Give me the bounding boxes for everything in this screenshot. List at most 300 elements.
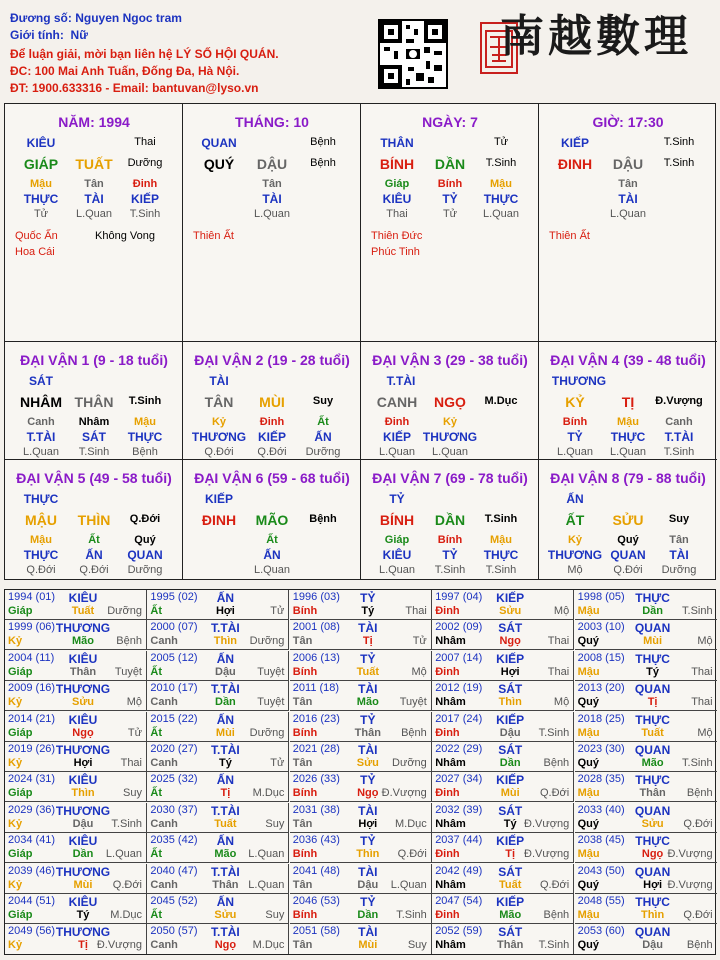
year-state: Đ.Vượng — [524, 817, 570, 830]
year-state: T.Sinh — [682, 757, 713, 769]
year-cell — [575, 894, 717, 924]
year-state: L.Quan — [105, 848, 142, 861]
dai-van-state: M.Dục — [484, 395, 518, 407]
year-branch: Tị — [505, 848, 516, 861]
year-cell — [5, 833, 147, 863]
year-stem: Kỷ — [8, 878, 23, 891]
year-state: Tử — [270, 605, 285, 617]
year-god: TÀI — [358, 743, 378, 757]
year-branch: Tị — [78, 939, 88, 952]
year-god: THƯƠNG — [55, 925, 111, 940]
year-cell — [147, 833, 289, 863]
year-state: M.Dục — [252, 787, 285, 800]
dai-van-branch: DẦN — [434, 512, 466, 528]
year-branch: Mão — [641, 757, 664, 769]
dai-van-state: Bệnh — [309, 513, 337, 525]
year-cell — [432, 651, 574, 681]
year-stem: Canh — [150, 817, 178, 830]
year-branch: Sửu — [356, 757, 379, 769]
year-god: T.TÀI — [211, 682, 240, 697]
dai-van-hidden-stem: Canh — [665, 416, 693, 428]
hidden-state: Thai — [386, 208, 408, 220]
year-branch: Tị — [647, 696, 658, 709]
year-god: THƯƠNG — [55, 743, 111, 757]
year-stem: Tân — [292, 817, 313, 830]
year-stem: Giáp — [8, 605, 33, 617]
year-stem: Mậu — [577, 726, 600, 739]
dai-van-stem: NHÂM — [20, 394, 62, 410]
dai-van-hidden-god: KIÊU — [382, 548, 412, 562]
year-state: Mộ — [126, 696, 142, 709]
year-state: L.Quan — [248, 878, 285, 891]
year-state: Tuyệt — [114, 665, 142, 678]
year-label: 2004 (11) — [8, 651, 55, 664]
year-stem: Đinh — [435, 909, 460, 921]
year-god: THỰC — [635, 591, 670, 605]
pillar-state: Dưỡng — [127, 157, 163, 169]
year-state: M.Dục — [395, 817, 427, 830]
hidden-stem: Tân — [618, 178, 638, 190]
pillar-state-top: T.Sinh — [663, 136, 695, 148]
year-cell — [147, 894, 289, 924]
annual-table — [4, 589, 716, 955]
year-label: 2005 (12) — [150, 651, 198, 664]
year-cell — [5, 712, 147, 742]
year-stem: Ất — [150, 605, 162, 617]
year-state: M.Dục — [110, 909, 142, 921]
year-branch: Dậu — [357, 878, 379, 891]
year-branch: Sửu — [641, 817, 664, 830]
dai-van-hidden-stem: Nhâm — [78, 416, 110, 428]
dai-van-god: THƯƠNG — [551, 374, 607, 388]
year-label: 2022 (29) — [435, 743, 483, 755]
year-branch: Mùi — [358, 939, 378, 952]
heavenly-stem: BÍNH — [379, 156, 415, 172]
year-label: 2039 (46) — [8, 864, 56, 877]
year-stem: Nhâm — [435, 817, 466, 830]
year-label: 2011 (18) — [292, 682, 340, 695]
year-stem: Canh — [150, 635, 178, 648]
year-god: KIẾP — [496, 895, 525, 909]
year-god: KIÊU — [68, 651, 98, 666]
year-state: Thai — [547, 635, 570, 648]
dai-van-god: SÁT — [29, 374, 53, 388]
dai-van-god: TỶ — [389, 492, 405, 506]
hidden-state: L.Quan — [482, 208, 520, 220]
year-cell — [147, 712, 289, 742]
year-god: T.TÀI — [211, 925, 240, 940]
year-god: TỶ — [360, 591, 376, 605]
year-branch: Hợi — [500, 665, 520, 678]
year-cell — [5, 651, 147, 681]
year-god: THƯƠNG — [55, 621, 111, 636]
year-state: M.Dục — [252, 939, 285, 952]
year-cell — [147, 803, 289, 833]
dai-van-god: T.TÀI — [386, 374, 416, 388]
year-stem: Mậu — [577, 605, 600, 617]
year-cell — [5, 803, 147, 833]
year-stem: Quý — [577, 696, 599, 709]
dai-van-hidden-state: L.Quan — [556, 446, 594, 458]
year-label: 2046 (53) — [292, 895, 340, 907]
dai-van-hidden-god: THƯƠNG — [191, 430, 247, 444]
year-branch: Dậu — [642, 939, 663, 952]
year-branch: Mùi — [73, 878, 93, 891]
year-stem: Đinh — [435, 848, 460, 861]
year-stem: Đinh — [435, 605, 460, 617]
year-cell — [432, 681, 574, 711]
year-branch: Tý — [361, 605, 375, 617]
year-label: 2030 (37) — [150, 803, 198, 816]
year-branch: Thân — [639, 787, 666, 800]
pillar-state-top: Thai — [134, 136, 156, 148]
pillar-state: Bệnh — [310, 157, 336, 169]
year-label: 2027 (34) — [435, 773, 483, 786]
year-cell — [290, 681, 432, 711]
dai-van-hidden-stem: Mậu — [490, 534, 512, 546]
pillar-state: T.Sinh — [663, 157, 695, 169]
dai-van-hidden-stem: Bính — [437, 534, 463, 546]
dai-van-hidden-state: L.Quan — [431, 446, 469, 458]
year-branch: Mùi — [643, 635, 663, 648]
dai-van-stem: TÂN — [204, 394, 234, 410]
year-label: 2051 (58) — [292, 925, 340, 938]
dai-van-hidden-state: Bệnh — [132, 446, 158, 458]
year-cell — [575, 712, 717, 742]
year-god: SÁT — [498, 682, 523, 697]
year-cell — [290, 803, 432, 833]
dai-van-hidden-stem: Kỷ — [442, 416, 458, 428]
year-cell — [432, 742, 574, 772]
year-branch: Tuất — [71, 605, 95, 617]
year-cell — [290, 712, 432, 742]
year-cell — [290, 651, 432, 681]
year-state: Thai — [691, 665, 713, 678]
dai-van-1 — [5, 342, 183, 460]
year-branch: Thìn — [356, 848, 380, 861]
dai-van-2 — [183, 342, 361, 460]
pillar-title: THÁNG: 10 — [235, 114, 309, 130]
year-state: Bệnh — [686, 787, 713, 800]
star-label: Hoa Cái — [15, 246, 55, 258]
year-god: KIÊU — [68, 895, 98, 909]
year-label: 2038 (45) — [577, 834, 625, 847]
year-state: Tử — [412, 635, 427, 648]
year-state: Bệnh — [543, 909, 570, 921]
year-label: 2026 (33) — [292, 773, 340, 786]
year-branch: Thìn — [213, 635, 237, 648]
year-cell — [5, 772, 147, 802]
hidden-god: KIẾP — [130, 192, 160, 206]
pillar-god: KIÊU — [26, 136, 56, 150]
dai-van-title: ĐẠI VẬN 4 (39 - 48 tuổi) — [550, 352, 706, 368]
dai-van-hidden-god: ẤN — [263, 548, 281, 562]
year-cell — [147, 772, 289, 802]
year-branch: Thân — [497, 939, 524, 952]
dai-van-state: Đ.Vượng — [655, 395, 703, 407]
dai-van-hidden-state: Dưỡng — [127, 564, 163, 576]
year-label: 2008 (15) — [577, 651, 625, 664]
gender-line: Giới tính: Nữ — [10, 28, 88, 42]
year-god: KIẾP — [496, 773, 525, 788]
year-god: SÁT — [498, 864, 523, 879]
year-cell — [432, 712, 574, 742]
year-branch: Ngọ — [214, 939, 237, 952]
year-stem: Mậu — [577, 848, 600, 861]
year-cell — [5, 894, 147, 924]
year-branch: Tị — [220, 787, 231, 800]
year-state: Tuyệt — [257, 665, 285, 678]
hidden-god: THỰC — [23, 192, 59, 206]
year-cell — [147, 620, 289, 650]
hidden-state: Tử — [442, 208, 458, 220]
star-label: Thiên Ất — [549, 230, 590, 242]
year-god: ẤN — [216, 834, 235, 849]
dai-van-hidden-state: L.Quan — [22, 446, 60, 458]
year-cell — [432, 620, 574, 650]
dai-van-title: ĐẠI VẬN 3 (29 - 38 tuổi) — [372, 352, 528, 368]
year-cell — [147, 681, 289, 711]
year-god: KIÊU — [68, 834, 98, 849]
year-cell — [147, 924, 289, 954]
year-state: Q.Đới — [112, 878, 142, 891]
year-state: Thai — [547, 665, 570, 678]
year-stem: Ất — [150, 848, 162, 861]
year-god: TỶ — [360, 895, 376, 909]
year-god: THƯƠNG — [55, 803, 111, 818]
year-label: 2001 (08) — [292, 621, 340, 634]
year-stem: Nhâm — [435, 635, 466, 648]
year-branch: Dần — [499, 757, 521, 769]
year-stem: Tân — [292, 696, 313, 709]
year-label: 2048 (55) — [577, 895, 625, 907]
year-stem: Kỷ — [8, 635, 23, 648]
year-state: Tử — [270, 757, 285, 769]
dai-van-hidden-god: KIẾP — [257, 430, 287, 444]
year-state: Mộ — [697, 726, 713, 739]
dai-van-title: ĐẠI VẬN 2 (19 - 28 tuổi) — [194, 352, 350, 368]
year-god: TỶ — [360, 773, 376, 788]
qr-code-icon[interactable] — [378, 19, 448, 89]
year-state: Đ.Vượng — [381, 787, 427, 800]
year-label: 1994 (01) — [8, 591, 56, 603]
year-branch: Thìn — [640, 909, 665, 921]
year-cell — [290, 894, 432, 924]
year-state: Bệnh — [686, 939, 713, 952]
year-god: QUAN — [634, 682, 671, 697]
year-cell — [432, 924, 574, 954]
year-label: 1998 (05) — [577, 591, 625, 603]
year-state: Dưỡng — [392, 757, 427, 769]
dai-van-branch: MÙI — [259, 394, 285, 410]
year-branch: Thân — [69, 665, 97, 678]
year-label: 1999 (06) — [8, 621, 56, 634]
year-branch: Tuất — [498, 878, 522, 891]
dai-van-state: T.Sinh — [484, 513, 518, 525]
year-state: T.Sinh — [538, 726, 570, 739]
year-god: ẤN — [216, 712, 235, 727]
year-stem: Nhâm — [435, 757, 466, 769]
dai-van-hidden-state: L.Quan — [378, 446, 416, 458]
year-label: 2006 (13) — [292, 651, 340, 664]
dai-van-hidden-state: L.Quan — [253, 564, 291, 576]
dai-van-hidden-stem: Đinh — [259, 416, 285, 428]
dai-van-hidden-god: KIẾP — [382, 430, 412, 444]
year-label: 2010 (17) — [150, 682, 198, 695]
dai-van-hidden-god: ẤN — [85, 548, 103, 562]
year-branch: Mão — [214, 848, 237, 861]
year-cell — [432, 894, 574, 924]
year-label: 1997 (04) — [435, 591, 483, 603]
year-god: T.TÀI — [211, 864, 240, 879]
year-state: Thai — [405, 605, 427, 617]
year-label: 2012 (19) — [435, 682, 483, 695]
year-stem: Ất — [150, 909, 162, 921]
year-stem: Bính — [292, 605, 318, 617]
year-label: 2007 (14) — [435, 651, 483, 664]
year-label: 2053 (60) — [577, 925, 625, 938]
year-god: KIẾP — [496, 591, 525, 605]
dai-van-hidden-stem: Ất — [88, 534, 100, 546]
year-state: Bệnh — [543, 757, 570, 769]
year-label: 1996 (03) — [292, 591, 340, 603]
year-state: Bệnh — [401, 726, 427, 739]
year-cell — [5, 924, 147, 954]
year-cell — [290, 864, 432, 894]
hidden-stem: Tân — [84, 178, 104, 190]
year-branch: Mão — [356, 696, 379, 709]
year-god: TỶ — [360, 834, 376, 849]
contact-line: Để luận giải, mời bạn liên hệ LÝ SỐ HỘI QUÁN. — [10, 47, 279, 61]
dai-van-title: ĐẠI VẬN 6 (59 - 68 tuổi) — [194, 470, 350, 486]
year-god: KIÊU — [68, 591, 98, 605]
dai-van-hidden-stem: Mậu — [134, 416, 156, 428]
dai-van-stem: KỶ — [565, 394, 585, 410]
year-branch: Dần — [357, 909, 379, 921]
dai-van-hidden-stem: Bính — [562, 416, 588, 428]
year-god: TÀI — [358, 864, 378, 879]
hidden-stem: Đinh — [132, 178, 158, 190]
star-label: Thiên Đức — [371, 230, 423, 242]
year-state: Đ.Vượng — [667, 878, 713, 891]
dai-van-hidden-stem: Canh — [27, 416, 55, 428]
year-stem: Kỷ — [8, 757, 23, 769]
year-label: 2034 (41) — [8, 834, 56, 847]
year-stem: Mậu — [577, 665, 600, 678]
year-branch: Tuất — [356, 665, 379, 678]
year-cell — [575, 590, 717, 620]
pillar-4 — [539, 104, 717, 342]
year-cell — [290, 590, 432, 620]
year-cell — [5, 681, 147, 711]
year-stem: Nhâm — [435, 878, 466, 891]
year-cell — [575, 651, 717, 681]
year-cell — [575, 681, 717, 711]
year-branch: Mùi — [215, 726, 235, 739]
year-branch: Tý — [76, 909, 90, 921]
year-branch: Thân — [212, 878, 239, 891]
year-branch: Hợi — [215, 605, 235, 617]
year-branch: Thân — [354, 726, 381, 739]
year-stem: Quý — [577, 878, 599, 891]
year-branch: Dần — [642, 605, 663, 617]
dai-van-hidden-stem: Giáp — [384, 534, 410, 546]
year-god: ẤN — [216, 895, 235, 909]
year-label: 2019 (26) — [8, 743, 56, 755]
year-god: TÀI — [358, 803, 378, 818]
pillar-title: NGÀY: 7 — [422, 114, 478, 130]
year-stem: Nhâm — [435, 696, 466, 709]
year-label: 1995 (02) — [150, 591, 198, 603]
year-god: QUAN — [634, 803, 671, 818]
dai-van-hidden-god: SÁT — [82, 430, 106, 444]
year-cell — [432, 864, 574, 894]
year-state: Suy — [123, 787, 142, 800]
year-label: 2025 (32) — [150, 773, 198, 786]
year-stem: Tân — [292, 878, 313, 891]
year-cell — [432, 590, 574, 620]
year-state: Suy — [265, 817, 285, 830]
year-branch: Ngọ — [641, 848, 664, 861]
hidden-god: KIÊU — [382, 192, 412, 206]
pillar-state: T.Sinh — [485, 157, 517, 169]
year-branch: Dậu — [215, 665, 236, 678]
year-stem: Kỷ — [8, 939, 23, 952]
year-label: 2044 (51) — [8, 895, 56, 907]
year-stem: Kỷ — [8, 817, 23, 830]
year-god: QUAN — [634, 864, 671, 879]
year-god: TỶ — [360, 651, 376, 666]
dai-van-branch: THÌN — [77, 512, 111, 528]
owner-line: Đương số: Nguyen Ngoc tram — [10, 11, 182, 25]
year-stem: Giáp — [8, 848, 33, 861]
year-branch: Sửu — [214, 909, 237, 921]
year-branch: Mão — [72, 635, 94, 648]
year-cell — [147, 590, 289, 620]
dai-van-god: KIẾP — [204, 492, 234, 506]
year-stem: Ất — [150, 665, 162, 678]
earthly-branch: TUẤT — [75, 156, 113, 172]
dai-van-stem: BÍNH — [379, 512, 415, 528]
year-stem: Canh — [150, 939, 178, 952]
dai-van-title: ĐẠI VẬN 7 (69 - 78 tuổi) — [372, 470, 528, 486]
year-god: THƯƠNG — [55, 682, 111, 697]
year-label: 2024 (31) — [8, 773, 56, 786]
year-god: THỰC — [635, 773, 670, 788]
year-branch: Ngọ — [357, 787, 379, 800]
year-state: Q.Đới — [683, 817, 713, 830]
dai-van-hidden-state: T.Sinh — [485, 564, 517, 576]
year-branch: Dần — [215, 696, 236, 709]
year-state: Q.Đới — [539, 878, 570, 891]
year-state: Q.Đới — [683, 909, 713, 921]
dai-van-title: ĐẠI VẬN 8 (79 - 88 tuổi) — [550, 470, 706, 486]
year-label: 2052 (59) — [435, 925, 483, 938]
star-label: Không Vong — [95, 230, 155, 242]
year-label: 2049 (56) — [8, 925, 56, 938]
pillar-3 — [361, 104, 539, 342]
pillar-god: THÂN — [380, 136, 414, 150]
year-cell — [5, 864, 147, 894]
phone-email-line: ĐT: 1900.633316 - Email: bantuvan@lyso.vn — [10, 81, 259, 95]
year-cell — [575, 833, 717, 863]
dai-van-stem: ẤT — [565, 512, 585, 528]
year-branch: Hợi — [73, 757, 93, 769]
pillar-title: NĂM: 1994 — [58, 114, 130, 130]
year-stem: Bính — [292, 665, 318, 678]
year-label: 2035 (42) — [150, 834, 198, 847]
year-stem: Ất — [150, 726, 162, 739]
